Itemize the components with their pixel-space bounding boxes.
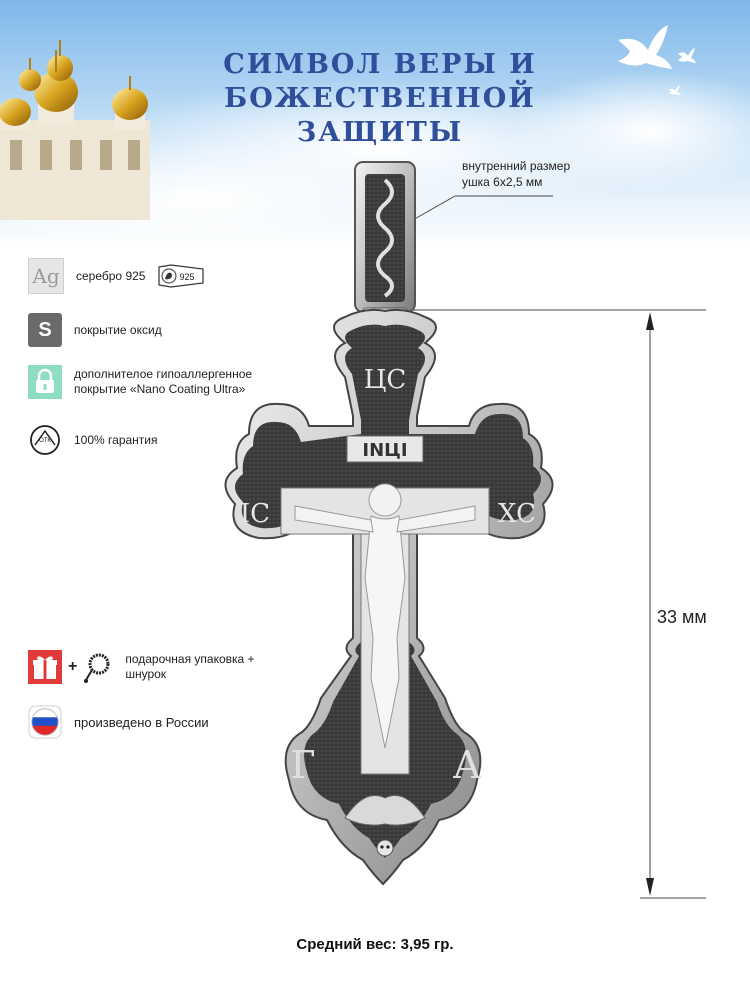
annotation-line-1: внутренний размер bbox=[462, 159, 571, 173]
feature-origin bbox=[28, 705, 209, 739]
oxide-s-icon: S bbox=[28, 313, 62, 347]
feature-oxide-text: покрытие оксид bbox=[74, 322, 162, 337]
cord-icon bbox=[81, 650, 115, 684]
lock-icon bbox=[28, 365, 62, 399]
feature-origin-text: произведено в России bbox=[74, 714, 209, 730]
russia-flag-icon bbox=[28, 705, 62, 739]
gift-icon bbox=[28, 650, 62, 684]
feature-guarantee-text: 100% гарантия bbox=[74, 432, 158, 447]
cross-bottom-left-text: Г bbox=[290, 743, 316, 787]
cross-bottom-right-text: А bbox=[452, 743, 482, 787]
average-weight: Средний вес: 3,95 гр. bbox=[296, 936, 454, 953]
cross-top-text: ЦС bbox=[363, 365, 407, 395]
title-line-1: СИМВОЛ ВЕРЫ И bbox=[223, 49, 537, 80]
height-dimension-label: 33 мм bbox=[657, 607, 707, 627]
otk-text: ОТК bbox=[39, 438, 51, 444]
title-line-2: БОЖЕСТВЕННОЙ ЗАЩИТЫ bbox=[224, 83, 536, 148]
cross-right-text: XC bbox=[498, 499, 536, 529]
hallmark-text: 925 bbox=[179, 272, 195, 282]
plus-sign: + bbox=[68, 658, 78, 675]
silver-ag-icon: Ag bbox=[28, 258, 64, 294]
page-title bbox=[180, 48, 580, 150]
cross-plaque-text: INЦI bbox=[362, 440, 408, 461]
feature-silver bbox=[28, 258, 205, 294]
feature-coating-text: дополнителое гипоаллергенное покрытие «Nano Coating Ultra» bbox=[74, 367, 253, 396]
annotation-line-2: ушка 6х2,5 мм bbox=[462, 175, 543, 189]
feature-silver-text: серебро 925 bbox=[76, 268, 146, 283]
feature-gift-text: подарочная упаковка + шнурок bbox=[125, 652, 255, 681]
cross-left-text: IC bbox=[239, 499, 271, 529]
otk-quality-icon bbox=[28, 423, 62, 457]
cross-pendant-image bbox=[185, 158, 605, 898]
feature-oxide bbox=[28, 313, 162, 347]
feature-guarantee bbox=[28, 423, 157, 457]
